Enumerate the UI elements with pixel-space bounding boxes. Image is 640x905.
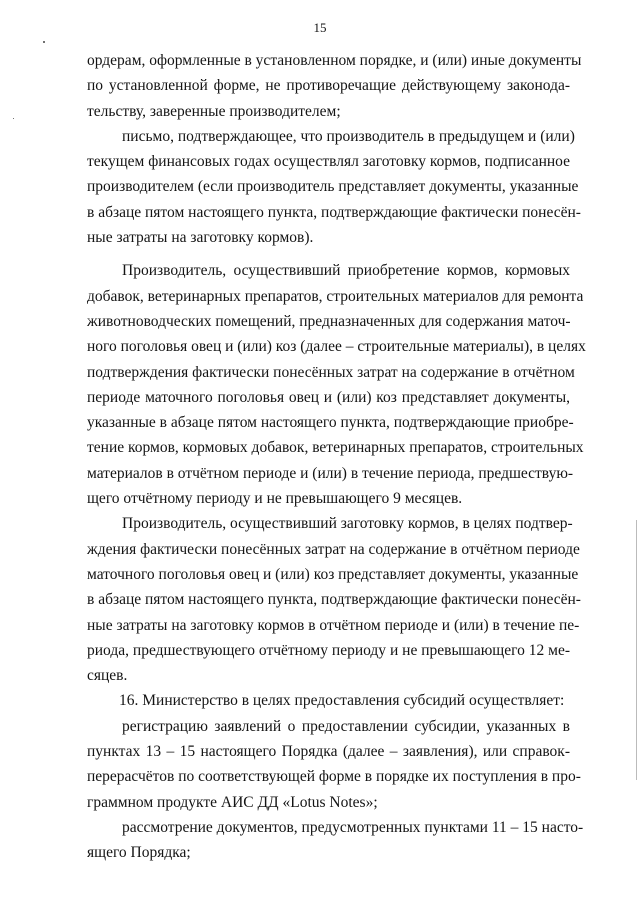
text-line: перерасчётов по соответствующей форме в порядке их поступления в про- [87, 768, 581, 786]
text-line: ящего Порядка; [87, 844, 191, 862]
text-line: регистрацию заявлений о предоставлении субсидии, указанных в [122, 717, 570, 735]
text-line: Производитель, осуществивший приобретение кормов, кормовых [122, 262, 570, 280]
text-line: производителем (если производитель представляет документы, указанные [87, 178, 579, 196]
scan-speck [13, 118, 14, 119]
text-line: в абзаце пятом настоящего пункта, подтверждающие фактически понесён- [87, 591, 581, 609]
text-line: тение кормов, кормовых добавок, ветеринарных препаратов, строительных [87, 439, 584, 457]
text-line: щего отчётному периоду и не превышающего 9 месяцев. [87, 490, 463, 508]
text-line: рассмотрение документов, предусмотренных пунктами 11 – 15 насто- [122, 818, 584, 836]
text-line: ного поголовья овец и (или) коз (далее – строительные материалы), в целях [87, 338, 586, 356]
text-line: пунктах 13 – 15 настоящего Порядка (далее – заявления), или справок- [87, 743, 570, 761]
text-line: подтверждения фактически понесённых затрат на содержание в отчётном [87, 363, 575, 381]
text-line: риода, предшествующего отчётному периоду и не превышающего 12 ме- [87, 641, 570, 659]
text-line: Производитель, осуществивший заготовку кормов, в целях подтвер- [122, 515, 573, 533]
text-line: граммном продукте АИС ДД «Lotus Notes»; [87, 793, 378, 811]
scan-speck [43, 41, 45, 43]
scan-edge-line [636, 520, 637, 780]
paragraph-gap [87, 250, 570, 258]
text-line: материалов в отчётном периоде и (или) в течение периода, предшествую- [87, 464, 574, 482]
text-line: сяцев. [87, 667, 128, 685]
document-body [87, 48, 586, 866]
page-number: 15 [313, 20, 327, 35]
text-line: письмо, подтверждающее, что производитель в предыдущем и (или) [122, 127, 575, 145]
text-line: тельству, заверенные производителем; [87, 102, 341, 120]
text-line: ждения фактически понесённых затрат на содержание в отчётном периоде [87, 540, 580, 558]
text-line: маточного поголовья овец и (или) коз представляет документы, указанные [87, 565, 579, 583]
text-line: ные затраты на заготовку кормов). [87, 229, 314, 247]
text-line: добавок, ветеринарных препаратов, строительных материалов для ремонта [87, 287, 584, 305]
text-line: 16. Министерство в целях предоставления субсидий осуществляет: [119, 692, 565, 710]
text-line: по установленной форме, не противоречащие действующему законода- [87, 77, 570, 95]
text-line: животноводческих помещений, предназначенных для содержания маточ- [87, 312, 571, 330]
text-line: текущем финансовых годах осуществлял заготовку кормов, подписанное [87, 153, 570, 171]
text-line: ные затраты на заготовку кормов в отчётном периоде и (или) в течение пе- [87, 616, 580, 634]
text-line: указанные в абзаце пятом настоящего пункта, подтверждающие приобре- [87, 414, 574, 432]
text-line: в абзаце пятом настоящего пункта, подтверждающие фактически понесён- [87, 203, 581, 221]
text-line: периоде маточного поголовья овец и (или) коз представляет документы, [87, 388, 570, 406]
text-line: ордерам, оформленные в установленном порядке, и (или) иные документы [87, 52, 582, 69]
